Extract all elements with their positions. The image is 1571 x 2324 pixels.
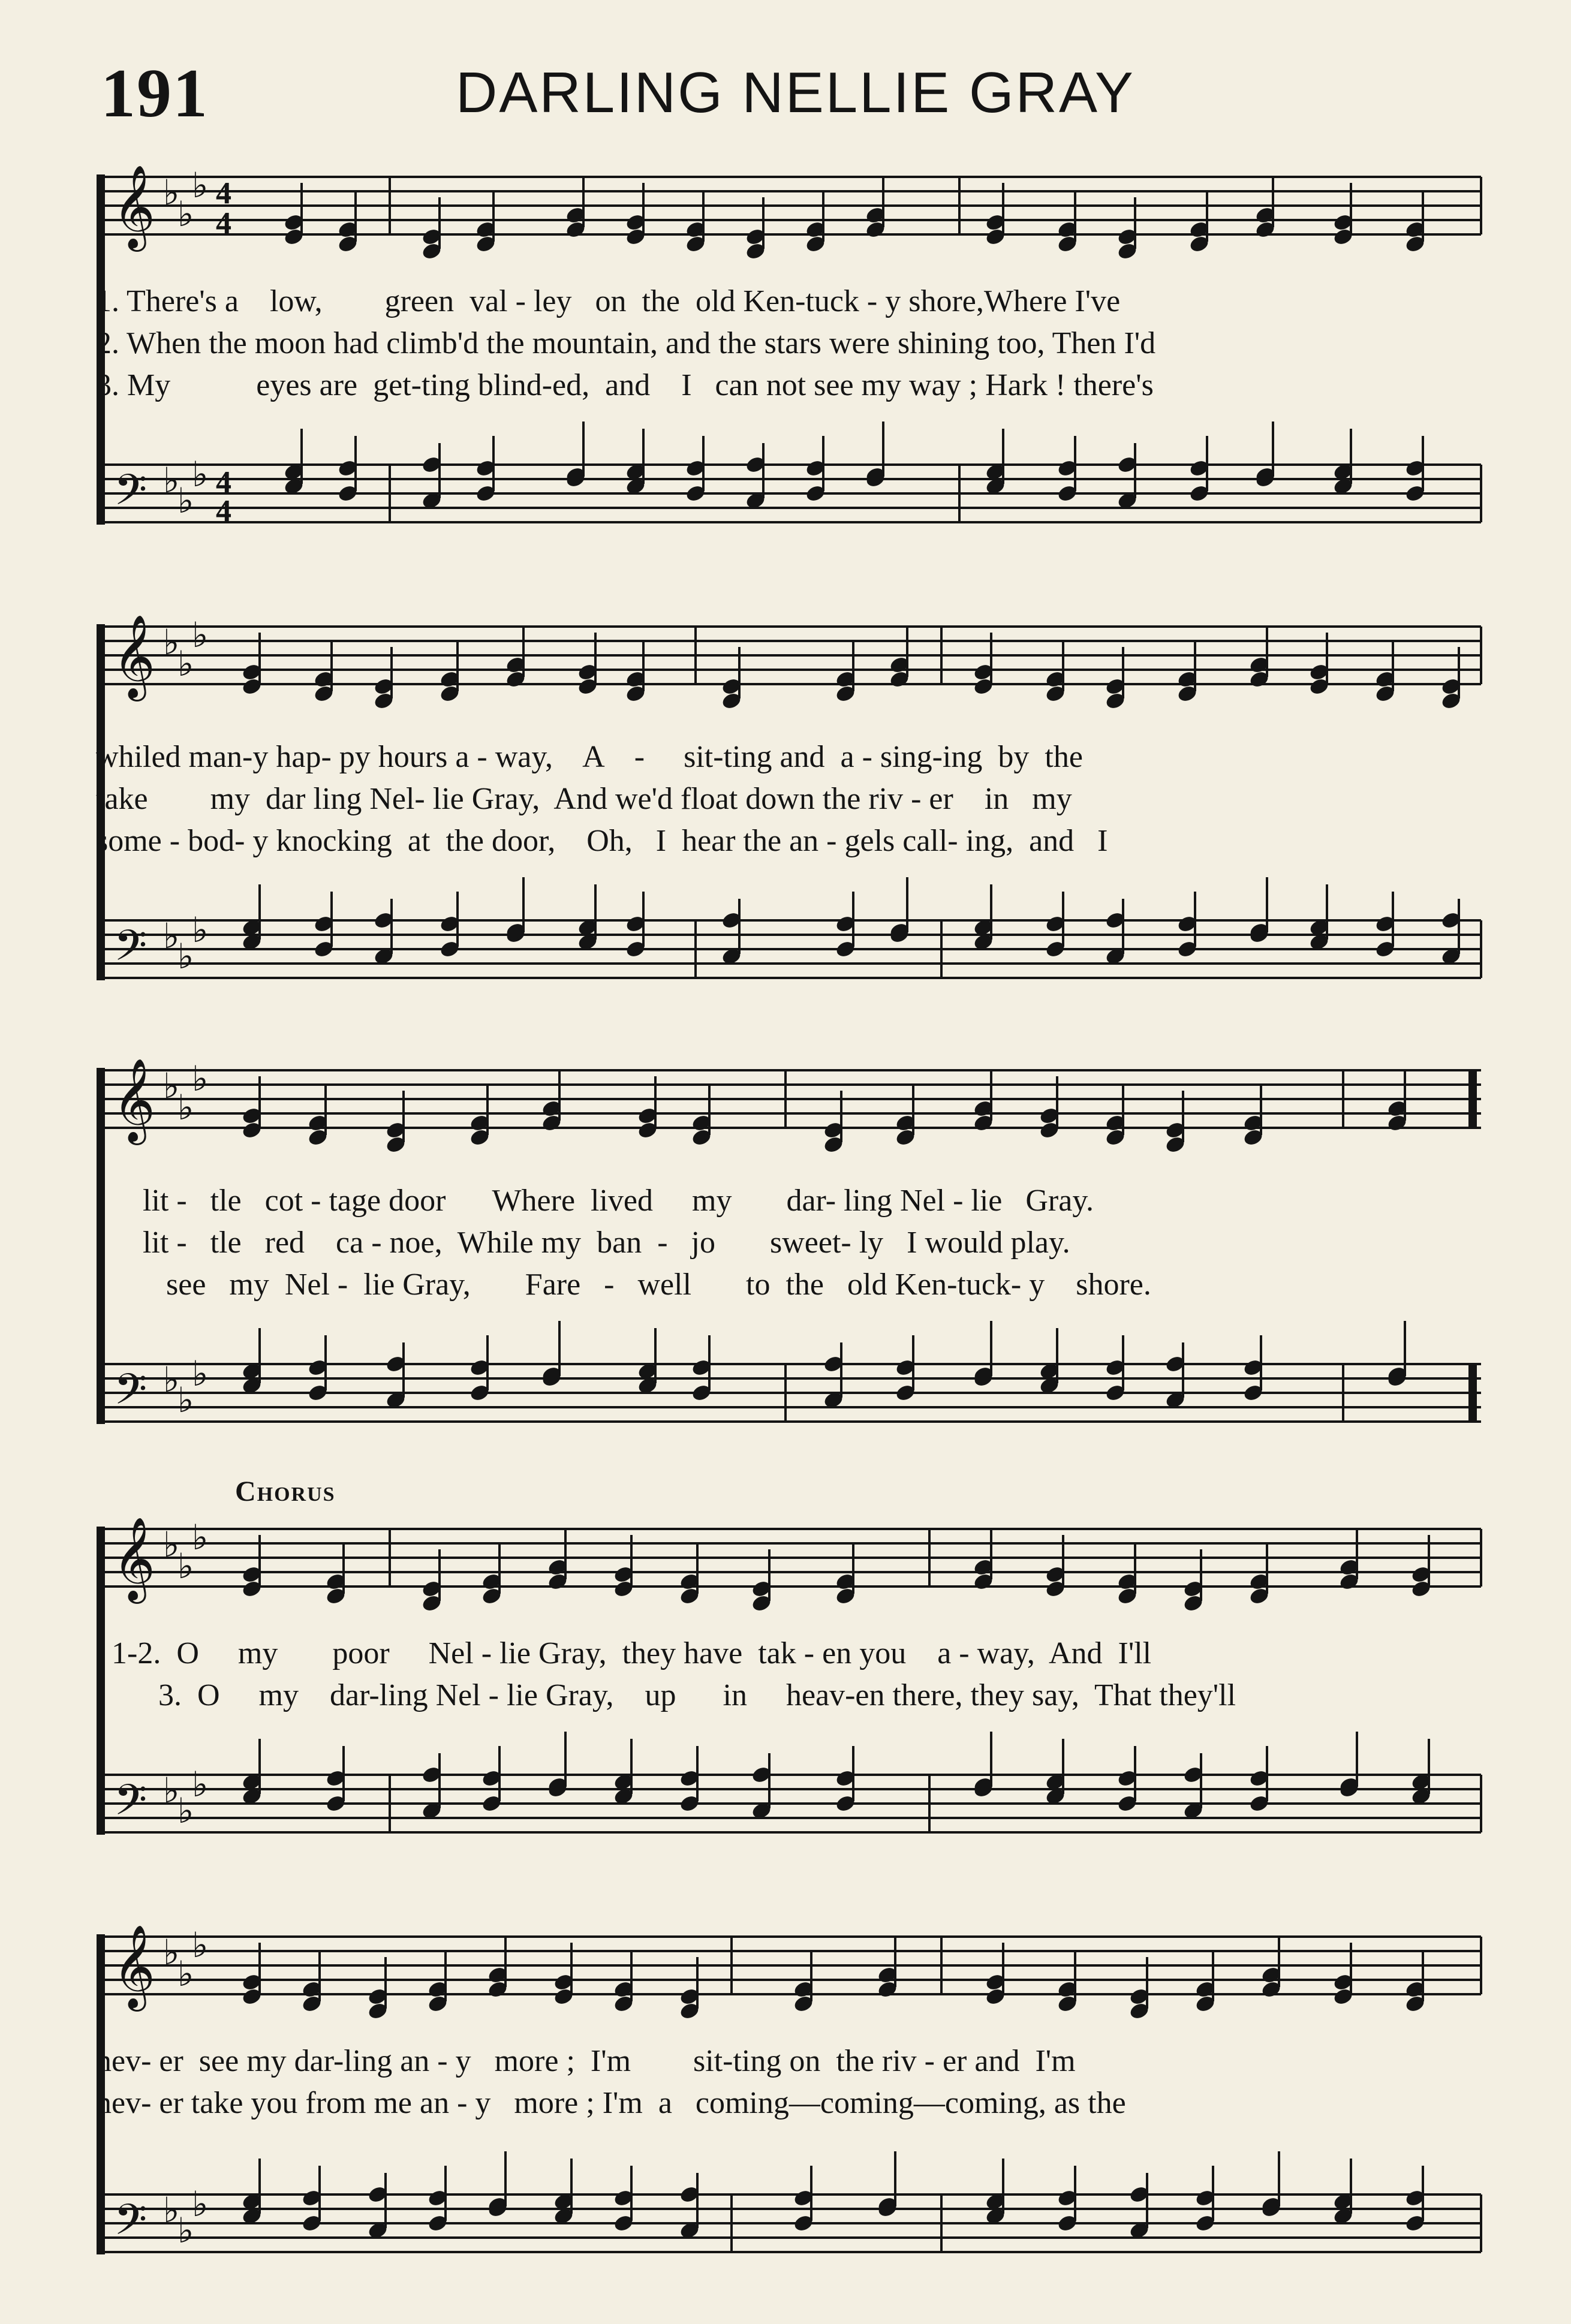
svg-text:♭: ♭ bbox=[192, 910, 209, 950]
svg-text:♭: ♭ bbox=[163, 2190, 180, 2230]
svg-text:♭: ♭ bbox=[192, 1058, 209, 1099]
chorus-label: Chorus bbox=[235, 1476, 336, 1507]
svg-text:♭: ♭ bbox=[177, 1087, 194, 1128]
hymn-title: DARLING NELLIE GRAY bbox=[456, 61, 1135, 125]
lyric-line: 2. When the moon had climb'd the mountain, and the stars were shining too, Then I'd bbox=[96, 326, 1156, 360]
svg-text:♭: ♭ bbox=[163, 1359, 180, 1400]
treble-clef-icon: 𝄞 bbox=[113, 1058, 155, 1142]
lyric-line: 1. There's a low, green val - ley on the old Ken-tuck - y shore,Where I've bbox=[96, 284, 1121, 318]
bass-clef-icon: 𝄢 bbox=[114, 465, 148, 525]
svg-text:♭: ♭ bbox=[192, 165, 209, 206]
svg-text:♭: ♭ bbox=[192, 1925, 209, 1965]
music-system-3 bbox=[96, 1046, 1487, 1466]
bass-clef-icon: 𝄢 bbox=[114, 1365, 148, 1425]
lyric-line: whiled man-y hap- py hours a - way, A - sit-ting and a - sing-ing by the bbox=[96, 740, 1083, 774]
lyric-line: 3. My eyes are get-ting blind-ed, and I can not see my way ; Hark ! there's bbox=[96, 368, 1154, 402]
music-system-5 bbox=[96, 1913, 1487, 2308]
hymn-number: 191 bbox=[101, 55, 209, 132]
lyric-line: 1-2. O my poor Nel - lie Gray, they have tak - en you a - way, And I'll bbox=[96, 1636, 1152, 1670]
svg-text:♭: ♭ bbox=[177, 1953, 194, 1994]
svg-text:♭: ♭ bbox=[192, 615, 209, 655]
treble-clef-icon: 𝄞 bbox=[113, 1517, 155, 1600]
svg-text:♭: ♭ bbox=[177, 936, 194, 977]
svg-text:4: 4 bbox=[216, 494, 231, 528]
svg-text:♭: ♭ bbox=[163, 1524, 180, 1565]
svg-text:♭: ♭ bbox=[163, 1770, 180, 1811]
lyric-line: lit - tle cot - tage door Where lived my dar- ling Nel - lie Gray. bbox=[96, 1184, 1094, 1218]
svg-text:♭: ♭ bbox=[177, 643, 194, 684]
svg-text:♭: ♭ bbox=[163, 460, 180, 501]
lyric-line: nev- er see my dar-ling an - y more ; I'm sit-ting on the riv - er and I'm bbox=[96, 2044, 1076, 2078]
svg-text:4: 4 bbox=[216, 465, 231, 499]
bass-clef-icon: 𝄢 bbox=[114, 2195, 148, 2255]
svg-text:♭: ♭ bbox=[177, 1790, 194, 1831]
music-system-4-chorus bbox=[96, 1505, 1487, 1889]
svg-text:♭: ♭ bbox=[177, 194, 194, 234]
lyric-line: nev- er take you from me an - y more ; I'm a coming—coming—coming, as the bbox=[96, 2086, 1126, 2120]
treble-clef-icon: 𝄞 bbox=[113, 615, 155, 698]
lyric-line: lit - tle red ca - noe, While my ban - jo sweet- ly I would play. bbox=[96, 1226, 1070, 1260]
lyric-line: take my dar ling Nel- lie Gray, And we'd float down the riv - er in my bbox=[96, 782, 1072, 816]
svg-text:♭: ♭ bbox=[163, 1065, 180, 1106]
svg-text:♭: ♭ bbox=[192, 2184, 209, 2224]
svg-text:♭: ♭ bbox=[177, 480, 194, 521]
svg-text:♭: ♭ bbox=[192, 1764, 209, 1805]
svg-text:♭: ♭ bbox=[163, 916, 180, 956]
svg-text:♭: ♭ bbox=[177, 1546, 194, 1587]
treble-clef-icon: 𝄞 bbox=[113, 1925, 155, 2008]
svg-text:♭: ♭ bbox=[192, 1517, 209, 1558]
svg-text:♭: ♭ bbox=[192, 454, 209, 495]
svg-text:♭: ♭ bbox=[177, 2210, 194, 2251]
lyric-line: see my Nel - lie Gray, Fare - well to the old Ken-tuck- y shore. bbox=[96, 1268, 1151, 1302]
treble-clef-icon: 𝄞 bbox=[113, 165, 155, 248]
bass-clef-icon: 𝄢 bbox=[114, 921, 148, 981]
svg-text:♭: ♭ bbox=[192, 1353, 209, 1394]
music-system-1 bbox=[96, 153, 1487, 555]
lyric-line: some - bod- y knocking at the door, Oh, I hear the an - gels call- ing, and I bbox=[96, 824, 1108, 858]
svg-text:♭: ♭ bbox=[163, 622, 180, 663]
svg-text:♭: ♭ bbox=[163, 172, 180, 213]
svg-text:4: 4 bbox=[216, 176, 231, 210]
svg-text:♭: ♭ bbox=[163, 1932, 180, 1973]
svg-text:♭: ♭ bbox=[177, 1380, 194, 1420]
svg-text:4: 4 bbox=[216, 206, 231, 240]
music-system-2 bbox=[96, 603, 1487, 1022]
lyric-line: 3. O my dar-ling Nel - lie Gray, up in heav-en there, they say, That they'll bbox=[96, 1678, 1236, 1712]
bass-clef-icon: 𝄢 bbox=[114, 1775, 148, 1835]
